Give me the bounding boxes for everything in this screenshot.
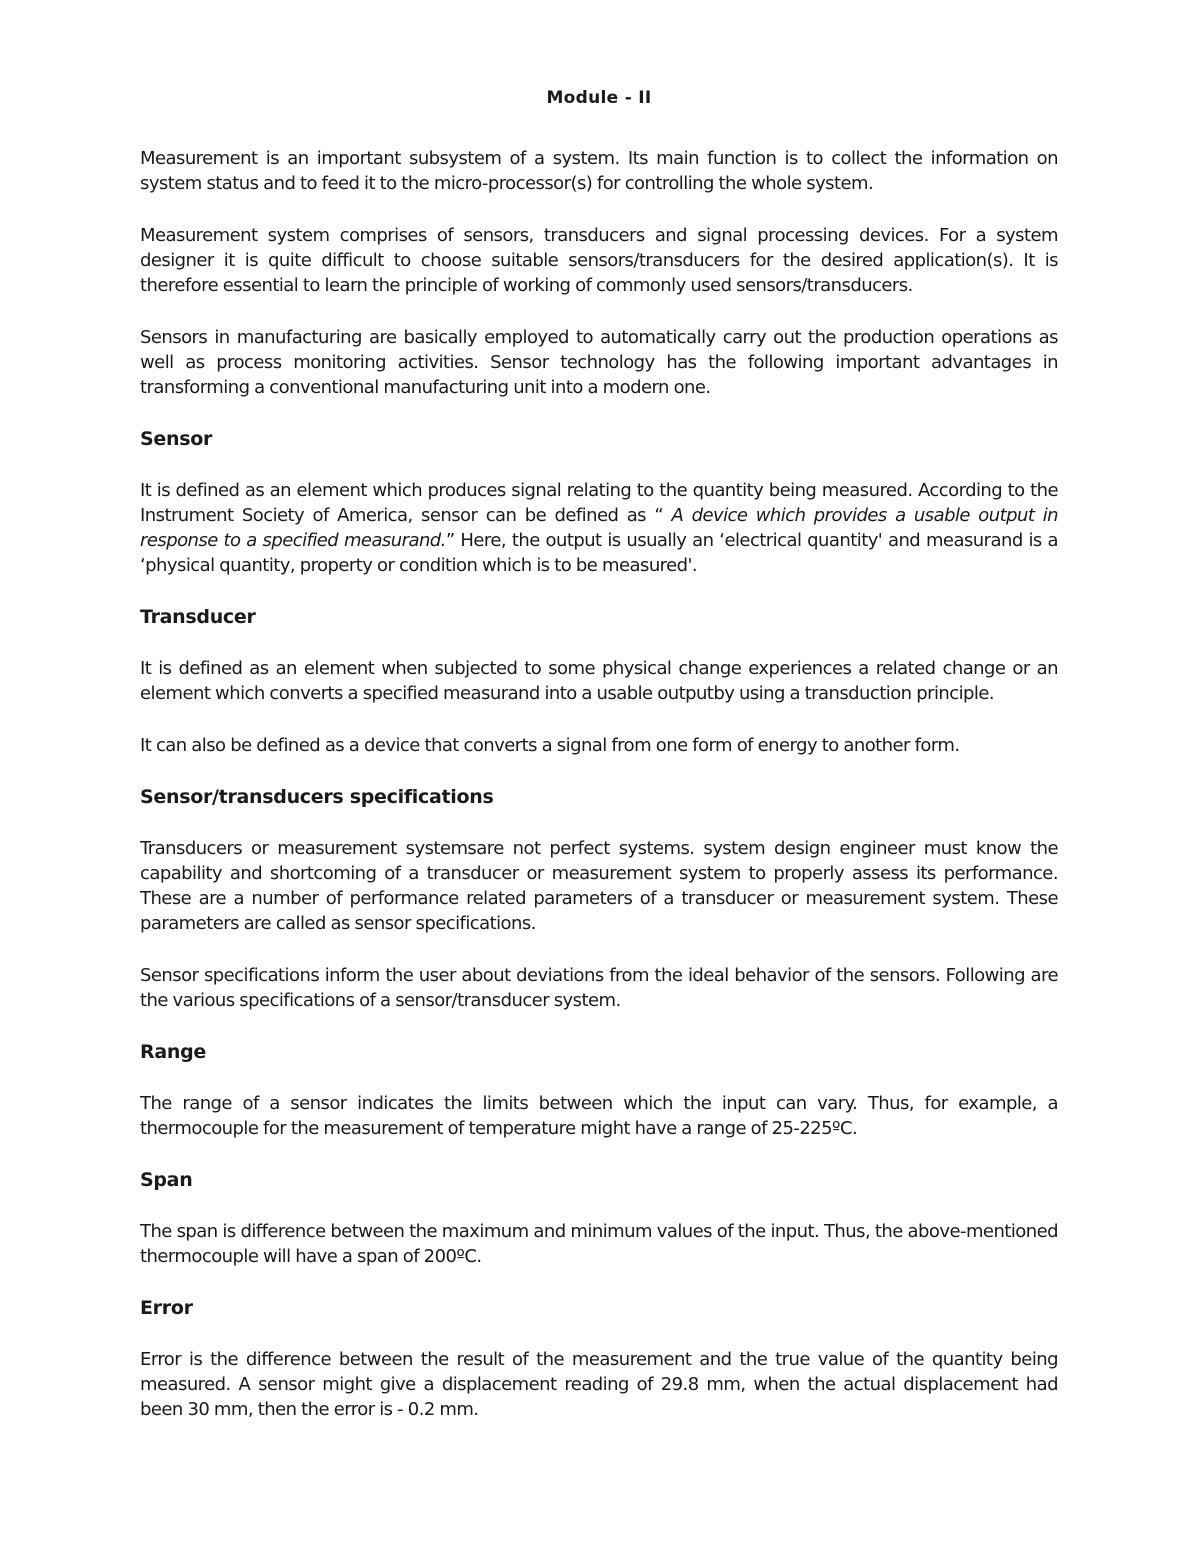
transducer-paragraph-2: It can also be defined as a device that converts a signal from one form of energy to another form. [140, 735, 960, 756]
section-heading-sensor: Sensor [140, 428, 213, 450]
sensor-definition-quote: A device which provides a usable output in response to a specified measurand. [140, 505, 1059, 551]
section-heading-span: Span [140, 1169, 193, 1191]
intro-paragraph-3: Sensors in manufacturing are basically employed to automatically carry out the production operations as well as process monitoring activities. Sensor technology has the following important advantages in transforming a conventional manufacturing unit into a modern one. [140, 327, 1058, 398]
section-heading-error: Error [140, 1297, 193, 1319]
document-page [140, 88, 1058, 1449]
section-heading-specifications: Sensor/transducers specifications [140, 786, 494, 808]
specifications-paragraph-1: Transducers or measurement systemsare not perfect systems. system design engineer must know the capability and shortcoming of a transducer or measurement system to properly assess its performance. These are a number of performance related parameters of a transducer or measurement system. These parameters are called as sensor specifications. [140, 838, 1058, 934]
specifications-paragraph-2: Sensor specifications inform the user about deviations from the ideal behavior of the sensors. Following are the various specifications of a sensor/transducer system. [140, 965, 1058, 1011]
section-heading-transducer: Transducer [140, 606, 256, 628]
span-paragraph: The span is difference between the maximum and minimum values of the input. Thus, the above-mentioned thermocouple will have a span of 200ºC. [140, 1221, 1058, 1267]
section-heading-range: Range [140, 1041, 206, 1063]
sensor-definition-text-end: ” Here, the output is usually an ‘electrical quantity' and measurand is a ‘physical quantity, property or condition which is to be measured'. [140, 530, 1058, 576]
transducer-paragraph-1: It is defined as an element when subjected to some physical change experiences a related change or an element which converts a specified measurand into a usable outputby using a transduction principle. [140, 658, 1058, 704]
range-paragraph: The range of a sensor indicates the limits between which the input can vary. Thus, for example, a thermocouple for the measurement of temperature might have a range of 25-225ºC. [140, 1093, 1058, 1139]
intro-paragraph-1: Measurement is an important subsystem of a system. Its main function is to collect the information on system status and to feed it to the micro-processor(s) for controlling the whole system. [140, 148, 1058, 194]
sensor-definition-text-start: It is defined as an element which produces signal relating to the quantity being measured. According to the Instrument Society of America, sensor can be defined as “ [140, 480, 1058, 526]
page-title: Module - II [546, 88, 652, 108]
intro-paragraph-2: Measurement system comprises of sensors, transducers and signal processing devices. For a system designer it is quite difficult to choose suitable sensors/transducers for the desired application(s). It is therefore essential to learn the principle of working of commonly used sensors/transducers. [140, 225, 1058, 296]
error-paragraph: Error is the difference between the result of the measurement and the true value of the quantity being measured. A sensor might give a displacement reading of 29.8 mm, when the actual displacement had been 30 mm, then the error is - 0.2 mm. [140, 1349, 1058, 1420]
sensor-definition-paragraph [140, 478, 1058, 578]
